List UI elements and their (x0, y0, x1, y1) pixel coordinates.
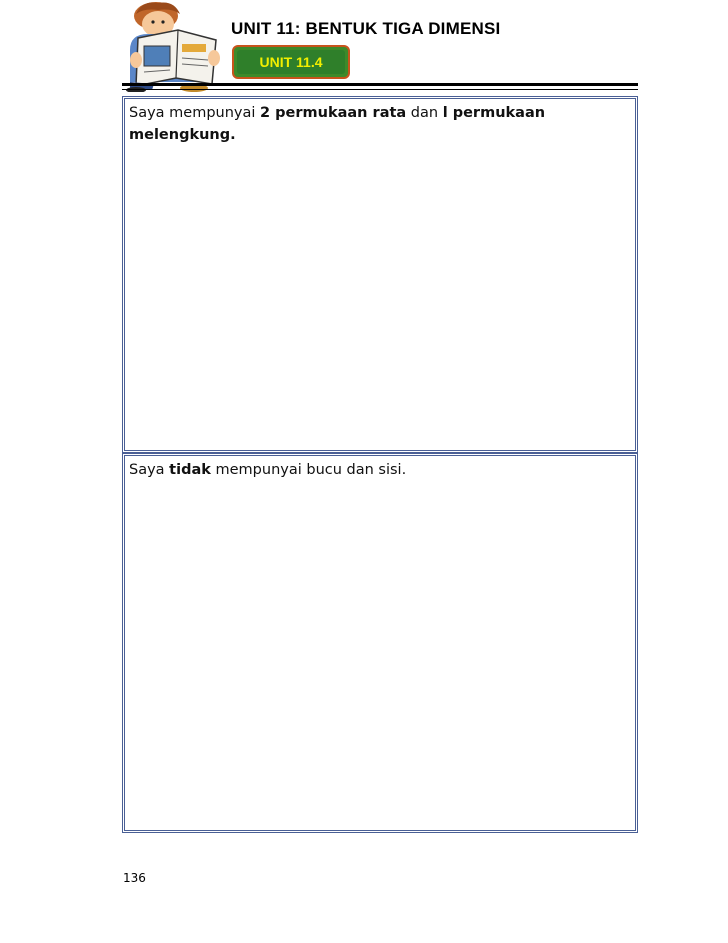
box-2-statement (129, 459, 631, 481)
page-number: 136 (123, 871, 146, 885)
box-2-bold-1: tidak (169, 462, 211, 478)
unit-badge-label: UNIT 11.4 (259, 54, 323, 70)
header-divider-thin (122, 89, 638, 90)
box-1-bold-2: l permukaan melengkung. (129, 105, 546, 143)
box-2-text-1: Saya (129, 462, 170, 478)
answer-box-1 (122, 96, 638, 453)
page-title: UNIT 11: BENTUK TIGA DIMENSI (231, 19, 501, 38)
unit-badge-inner (237, 50, 345, 74)
box-2-text-2: mempunyai bucu dan sisi. (210, 462, 407, 478)
box-1-text-1: Saya mempunyai (129, 105, 261, 121)
boy-reading-newspaper-icon (122, 0, 222, 92)
unit-badge (232, 45, 350, 79)
header-divider-thick (122, 83, 638, 86)
box-1-text-2: dan (406, 105, 443, 121)
box-1-bold-1: 2 permukaan rata (260, 105, 407, 121)
answer-box-2 (122, 453, 638, 833)
box-1-statement (129, 102, 631, 146)
